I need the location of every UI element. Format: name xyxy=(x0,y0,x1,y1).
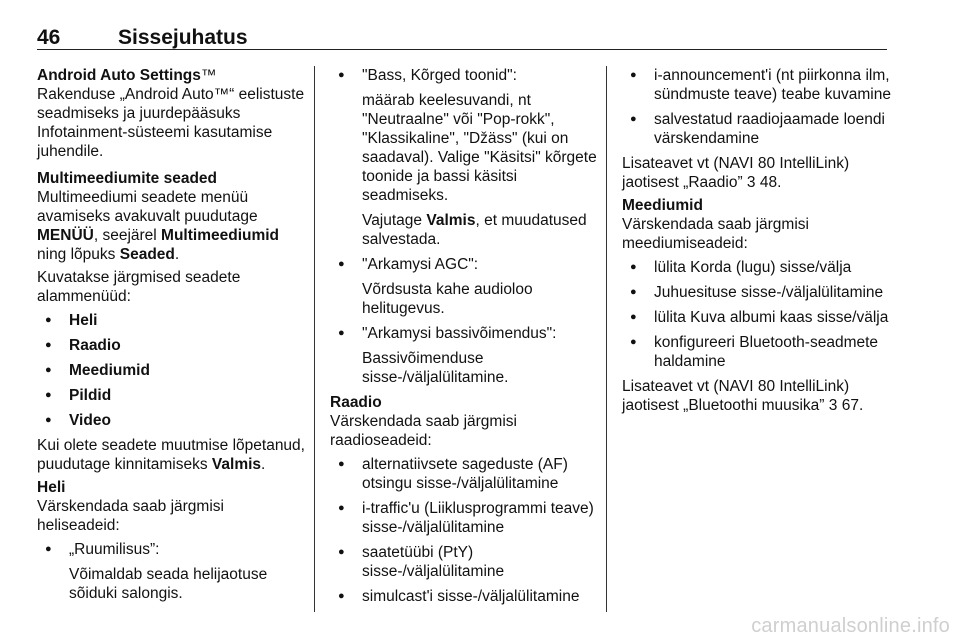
column-divider-2 xyxy=(606,66,607,612)
radio-heading: Raadio xyxy=(330,394,382,411)
agc-desc: Võrdsusta kahe audioloo helitugevus. xyxy=(362,281,533,317)
page-title: Sissejuhatus xyxy=(118,26,248,49)
media-settings-section xyxy=(37,169,307,264)
multimedia-keyword: Multimeediumid xyxy=(161,227,280,244)
media-item: ● lülita Kuva albumi kaas sisse/välja xyxy=(626,308,892,327)
radio-item: ● i-announcement'i (nt piirkonna ilm, sündmuste teave) teabe kuvamine xyxy=(626,66,892,104)
radio-text: Värskendada saab järgmisi raadioseadeid: xyxy=(330,413,517,449)
media-text: Värskendada saab järgmisi meediumiseadeid: xyxy=(622,216,809,252)
bass-treble-press xyxy=(330,211,598,249)
column-2 xyxy=(330,66,598,612)
column-1 xyxy=(37,66,307,609)
page-ref-arrow-icon: 3 xyxy=(746,174,756,191)
media-settings-heading: Multimeediumite seaded xyxy=(37,170,218,187)
press-text: Vajutage xyxy=(362,212,427,229)
submenu-item: ● Raadio xyxy=(41,336,307,355)
media-item: ● lülita Korda (lugu) sisse/välja xyxy=(626,258,892,277)
column-3 xyxy=(622,66,892,419)
sound-heading: Heli xyxy=(37,479,66,496)
watermark: carmanualsonline.info xyxy=(751,615,950,637)
media-section xyxy=(622,196,892,253)
sound-text: Värskendada saab järgmisi heliseadeid: xyxy=(37,498,224,534)
radio-item: ● i-traffic'u (Liiklusprogrammi teave) sisse-/väljalülitamine xyxy=(334,499,598,537)
press-text: , et muudatused salvestada. xyxy=(362,212,587,248)
done-keyword: Valmis xyxy=(426,212,476,229)
sound-item-surround: ● „Ruumilisus”: xyxy=(41,540,307,559)
menu-keyword: MENÜÜ xyxy=(37,227,94,244)
confirm-text xyxy=(37,436,307,474)
reference-text: Lisateavet vt (NAVI 80 IntelliLink) jaotisest „Bluetoothi muusika” xyxy=(622,378,850,414)
sound-item-surround-desc: Võimaldab seada helijaotuse sõiduki salongis. xyxy=(69,566,268,602)
submenu-item: ● Pildid xyxy=(41,386,307,405)
page-ref-arrow-icon: 3 xyxy=(828,397,838,414)
radio-section xyxy=(330,393,598,450)
submenu-item: ● Meediumid xyxy=(41,361,307,380)
android-auto-text: Rakenduse „Android Auto™“ eelistuste seadmiseks ja juurdepääsuks Infotainment-süsteemi kasutamise juhendile. xyxy=(37,86,305,160)
bluetooth-reference xyxy=(622,377,892,415)
media-heading: Meediumid xyxy=(622,197,703,214)
settings-keyword: Seaded xyxy=(119,246,175,263)
media-text: . xyxy=(174,246,180,263)
page-number: 46 xyxy=(37,26,61,49)
android-auto-section xyxy=(37,66,307,161)
trademark-symbol: ™ xyxy=(200,67,217,84)
media-item: ● Juhuesituse sisse-/väljalülitamine xyxy=(626,283,892,302)
radio-item: ● simulcast'i sisse-/väljalülitamine xyxy=(334,587,598,606)
reference-text: Lisateavet vt (NAVI 80 IntelliLink) jaotisest „Raadio” xyxy=(622,155,850,191)
confirm-body: Kui olete seadete muutmise lõpetanud, puudutage kinnitamiseks xyxy=(37,437,305,473)
radio-item: ● alternatiivsete sageduste (AF) otsingu sisse-/väljalülitamine xyxy=(334,455,598,493)
submenu-item: ● Heli xyxy=(41,311,307,330)
sound-section xyxy=(37,478,307,535)
reference-page: 48. xyxy=(755,174,782,191)
bass-boost-desc: Bassivõimenduse sisse-/väljalülitamine. xyxy=(362,350,509,386)
submenu-intro: Kuvatakse järgmised seadete alammenüüd: xyxy=(37,269,241,305)
agc-item: ● "Arkamysi AGC": xyxy=(334,255,598,274)
android-auto-heading: Android Auto Settings xyxy=(37,67,201,84)
done-keyword: Valmis xyxy=(211,456,262,473)
bass-treble-desc: määrab keelesuvandi, nt "Neutraalne" või "Pop-rokk", "Klassikaline", "Džäss" (kui on saadaval). Valige "Käsitsi" kõrgete toonide ja bassi käsitsi seadmiseks. xyxy=(362,92,597,204)
column-divider-1 xyxy=(314,66,315,612)
radio-reference xyxy=(622,154,892,192)
media-text: ning lõpuks xyxy=(37,246,120,263)
submenu-item: ● Video xyxy=(41,411,307,430)
confirm-end: . xyxy=(261,456,266,473)
bass-treble-item: ● "Bass, Kõrged toonid": xyxy=(334,66,598,85)
reference-page: 67. xyxy=(837,397,864,414)
media-text: Multimeediumi seadete menüü avamiseks avakuvalt puudutage xyxy=(37,189,258,225)
media-text: , seejärel xyxy=(93,227,162,244)
radio-item: ● saatetüübi (PtY) sisse-/väljalülitamine xyxy=(334,543,598,581)
bass-boost-item: ● "Arkamysi bassivõimendus": xyxy=(334,324,598,343)
radio-item: ● salvestatud raadiojaamade loendi värskendamine xyxy=(626,110,892,148)
media-item: ● konfigureeri Bluetooth-seadmete haldamine xyxy=(626,333,892,371)
page-header xyxy=(37,26,887,50)
